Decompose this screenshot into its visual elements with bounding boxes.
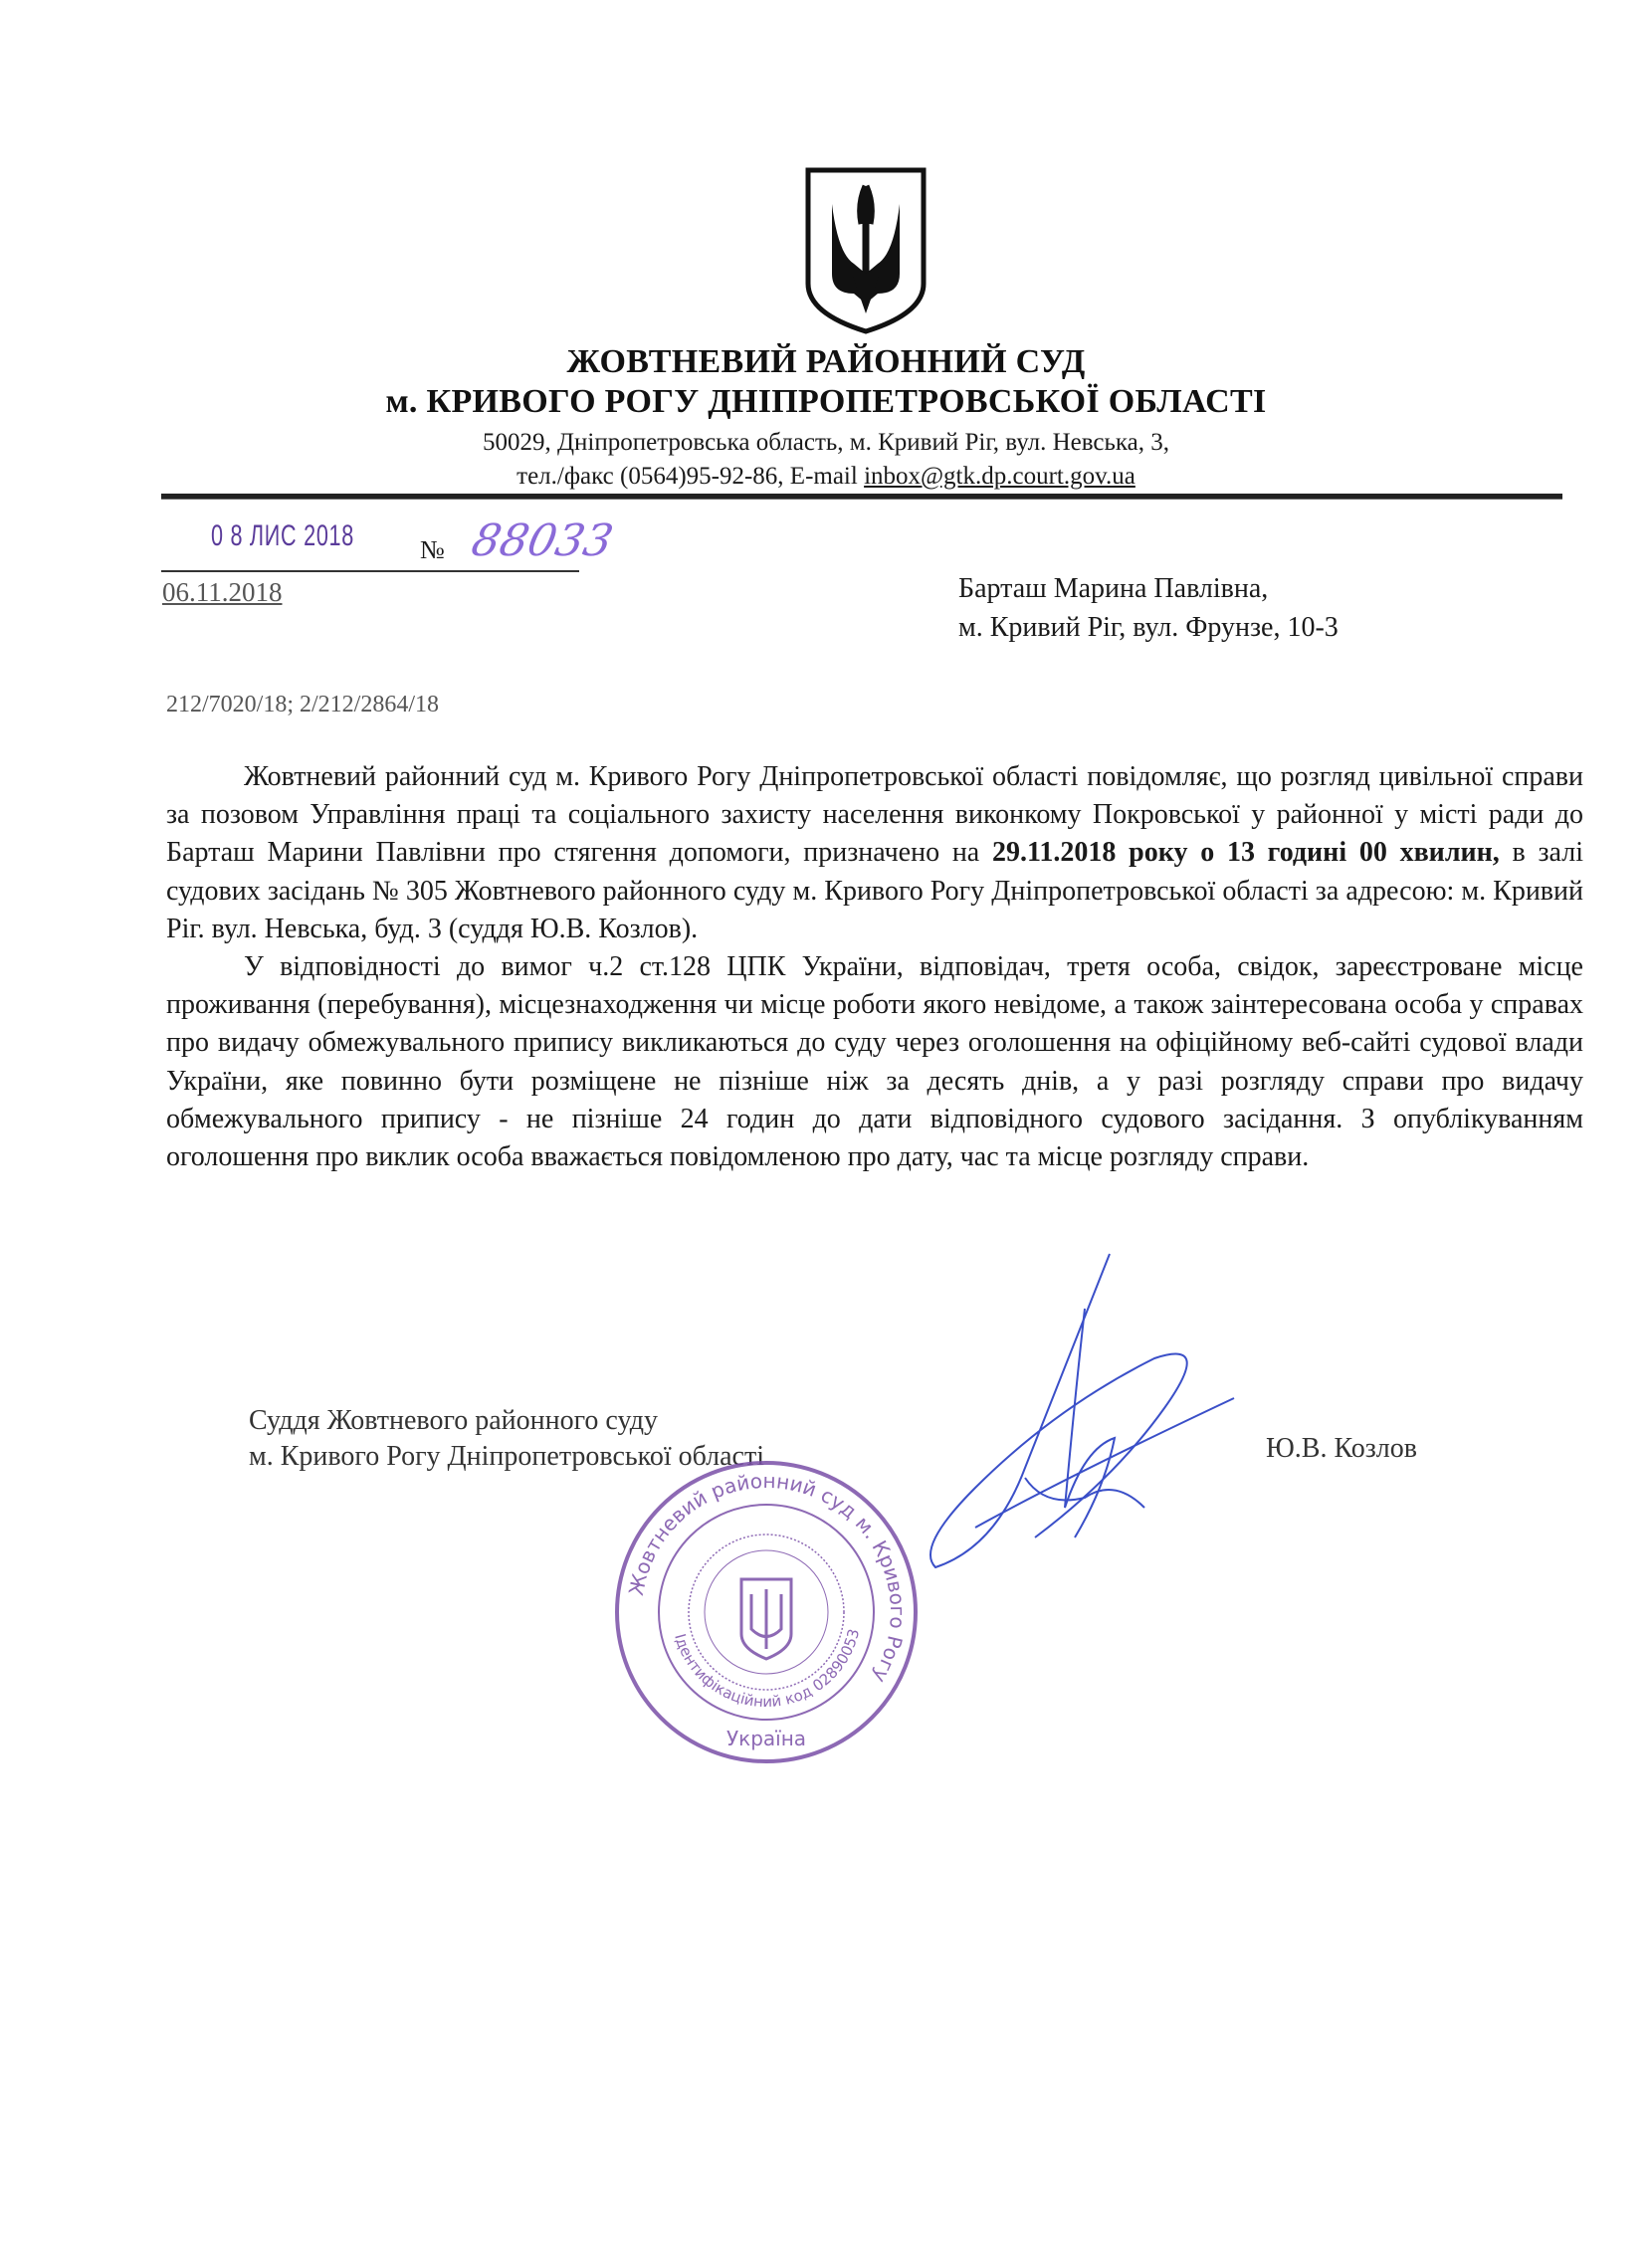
hearing-datetime: 29.11.2018 року о 13 годині 00 хвилин, <box>991 837 1500 869</box>
p1-text: Жовтневий районний суд м. Кривого Рогу Дніпропетровської області повідомляє, що розгляд цивільної справи за позовом Управління праці та соціального захисту населення виконкому Покровської у районної у місті ради до Барташ Марини Павлівни про стягення допомоги, призначено на <box>166 761 1583 869</box>
recipient-address: м. Кривий Ріг, вул. Фрунзе, 10-3 <box>958 612 1339 643</box>
court-name-line1: ЖОВТНЕВИЙ РАЙОННИЙ СУД <box>566 343 1086 380</box>
p1-text-end: в залі судових засідань № 305 Жовтневого районного суду м. Кривого Рогу Дніпропетровської області за адресою: м. Кривий Ріг. вул. Невська, буд. 3 (суддя Ю.В. Козлов). <box>166 837 1583 944</box>
position-line2: м. Кривого Рогу Дніпропетровської області <box>249 1441 764 1472</box>
court-contacts <box>0 463 1652 491</box>
position-line1: Суддя Жовтневого районного суду <box>249 1405 658 1436</box>
received-stamp-date: 0 8 ЛИС 2018 <box>211 519 355 552</box>
court-seal <box>609 1455 924 1774</box>
seal-inner-text: Ідентифікаційний код 02890053 <box>671 1626 864 1712</box>
court-name-line2: м. КРИВОГО РОГУ ДНІПРОПЕТРОВСЬКОЇ ОБЛАСТІ <box>385 383 1267 420</box>
outgoing-date: 06.11.2018 <box>162 577 283 607</box>
handwritten-signature <box>916 1249 1254 1582</box>
number-sign: № <box>420 535 445 564</box>
seal-country: Україна <box>725 1727 807 1750</box>
recipient-block <box>958 569 1339 647</box>
header-divider <box>161 494 1562 500</box>
coat-of-arms-emblem <box>802 164 929 335</box>
paragraph-2: У відповідності до вимог ч.2 ст.128 ЦПК України, відповідач, третя особа, свідок, зареєстроване місце проживання (перебування), місцезнаходження чи місце роботи якого невідоме, а також заінтересована особа у справах про видачу обмежувального припису викликаються до суду через оголошення на офіційному веб-сайті судової влади України, яке повинно бути розміщене не пізніше ніж за десять днів, а у разі розгляду справи про видачу обмежувального припису - не пізніше 24 годин до дати відповідного судового засідання. З опублікуванням оголошення про виклик особа вважається повідомленою про дату, час та місце розгляду справи. <box>166 951 1583 1173</box>
judge-name: Ю.В. Козлов <box>1266 1433 1417 1464</box>
phone-text: тел./факс (0564)95-92-86, E-mail <box>516 463 865 490</box>
seal-outer-text: Жовтневий районний суд м. Кривого Рогу <box>623 1468 911 1688</box>
registration-number-handwritten: 88033 <box>467 515 618 566</box>
letter-body <box>166 758 1583 1176</box>
court-address: 50029, Дніпропетровська область, м. Кривий Ріг, вул. Невська, 3, <box>482 429 1170 456</box>
paragraph-1 <box>166 758 1583 948</box>
recipient-name: Барташ Марина Павлівна, <box>958 573 1269 604</box>
case-numbers: 212/7020/18; 2/212/2864/18 <box>166 692 440 717</box>
email-link[interactable]: inbox@gtk.dp.court.gov.ua <box>864 463 1136 490</box>
number-underline <box>161 570 579 572</box>
